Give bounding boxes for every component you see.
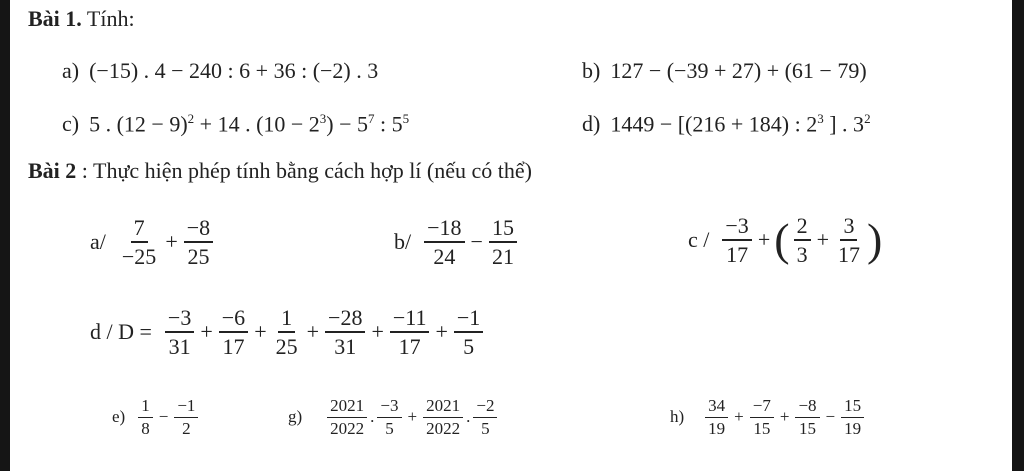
fraction bbox=[119, 216, 159, 268]
operator: + bbox=[779, 407, 790, 427]
numerator: 2021 bbox=[423, 397, 463, 418]
denominator: 19 bbox=[844, 418, 862, 438]
fraction bbox=[489, 216, 517, 268]
item-label: b/ bbox=[394, 229, 412, 255]
numerator: 2021 bbox=[327, 397, 367, 418]
expression: 127 − (−39 + 27) + (61 − 79) bbox=[610, 58, 867, 83]
denominator: 8 bbox=[141, 418, 150, 438]
expr-part: ] . 3 bbox=[823, 111, 865, 137]
operator: + bbox=[757, 227, 771, 253]
operator: + bbox=[816, 227, 829, 253]
exercise-1d bbox=[582, 112, 871, 135]
exercise-1b bbox=[582, 60, 867, 82]
fraction bbox=[835, 214, 863, 266]
fraction bbox=[165, 306, 194, 358]
operator: + bbox=[165, 229, 178, 255]
denominator: 15 bbox=[799, 418, 816, 438]
exercise-2-title bbox=[28, 160, 532, 182]
multiply-dot: . bbox=[466, 407, 471, 427]
item-label: b) bbox=[582, 58, 601, 83]
fraction bbox=[377, 397, 401, 438]
expr-part: 5 . (12 − 9) bbox=[89, 111, 188, 137]
numerator: −28 bbox=[325, 306, 365, 333]
denominator: 17 bbox=[222, 334, 245, 360]
exercise-1-instruction: Tính: bbox=[81, 6, 135, 31]
fraction bbox=[841, 397, 864, 438]
numerator: −18 bbox=[424, 216, 464, 243]
fraction bbox=[184, 216, 213, 268]
fraction bbox=[273, 306, 301, 358]
denominator: 17 bbox=[726, 242, 749, 268]
denominator: 17 bbox=[837, 242, 860, 268]
exercise-2b bbox=[394, 216, 520, 268]
operator: + bbox=[435, 319, 448, 345]
fraction bbox=[390, 306, 430, 358]
denominator: 5 bbox=[481, 418, 490, 438]
numerator: −6 bbox=[219, 306, 248, 333]
operator: + bbox=[306, 319, 320, 345]
numerator: 7 bbox=[131, 216, 148, 243]
numerator: −3 bbox=[377, 397, 401, 418]
numerator: 3 bbox=[840, 214, 857, 241]
expression: (−15) . 4 − 240 : 6 + 36 : (−2) . 3 bbox=[89, 58, 379, 83]
denominator: −25 bbox=[121, 244, 157, 270]
fraction bbox=[327, 397, 367, 438]
operator: + bbox=[200, 319, 213, 345]
fraction bbox=[424, 216, 464, 268]
numerator: 34 bbox=[705, 397, 728, 418]
fraction bbox=[138, 397, 153, 438]
item-label: d / D = bbox=[90, 319, 152, 345]
exercise-1-heading: Bài 1. bbox=[28, 6, 82, 31]
item-label: h) bbox=[670, 407, 685, 427]
fraction bbox=[325, 306, 365, 358]
left-border bbox=[0, 0, 10, 471]
expr-part: + 14 . (10 − 2 bbox=[194, 111, 320, 137]
denominator: 2022 bbox=[330, 418, 365, 438]
exercise-2d bbox=[90, 306, 486, 358]
denominator: 25 bbox=[275, 334, 298, 360]
item-label: c) bbox=[62, 111, 80, 137]
numerator: 1 bbox=[138, 397, 153, 418]
exercise-2h bbox=[670, 397, 867, 438]
numerator: −2 bbox=[473, 397, 497, 418]
item-label: d) bbox=[582, 111, 601, 137]
fraction bbox=[473, 397, 497, 438]
numerator: −3 bbox=[165, 306, 194, 333]
left-parenthesis: ( bbox=[774, 214, 790, 266]
fraction bbox=[794, 214, 811, 266]
exponent: 5 bbox=[402, 111, 410, 126]
exercise-1-title bbox=[28, 8, 135, 30]
operator: − bbox=[158, 407, 169, 427]
exponent: 2 bbox=[864, 111, 871, 126]
operator: + bbox=[734, 407, 744, 427]
fraction bbox=[423, 397, 463, 438]
exercise-2-instruction: : Thực hiện phép tính bằng cách hợp lí (nếu có thể) bbox=[76, 158, 532, 183]
exercise-2g bbox=[288, 397, 500, 438]
operator: − bbox=[825, 407, 836, 427]
numerator: −8 bbox=[795, 397, 819, 418]
denominator: 5 bbox=[385, 418, 394, 438]
operator: + bbox=[371, 319, 384, 345]
fraction bbox=[454, 306, 483, 358]
denominator: 3 bbox=[796, 242, 808, 268]
numerator: −8 bbox=[184, 216, 213, 243]
right-parenthesis: ) bbox=[866, 214, 883, 266]
numerator: −1 bbox=[454, 306, 483, 333]
operator: + bbox=[254, 319, 267, 345]
operator: − bbox=[470, 229, 483, 255]
item-label: a/ bbox=[90, 229, 106, 255]
exponent: 7 bbox=[368, 111, 375, 126]
exponent: 3 bbox=[319, 111, 327, 126]
item-label: a) bbox=[62, 58, 80, 83]
numerator: 1 bbox=[278, 306, 295, 333]
right-border bbox=[1012, 0, 1024, 471]
item-label: c / bbox=[688, 227, 710, 253]
exercise-2c bbox=[688, 214, 883, 266]
exercise-1c bbox=[62, 112, 409, 135]
exercise-2-heading: Bài 2 bbox=[28, 158, 77, 183]
numerator: 15 bbox=[841, 397, 864, 418]
denominator: 15 bbox=[753, 418, 771, 438]
fraction bbox=[174, 397, 198, 438]
numerator: 2 bbox=[794, 214, 811, 241]
expr-part: 1449 − [(216 + 184) : 2 bbox=[610, 111, 818, 137]
numerator: −7 bbox=[750, 397, 774, 418]
exercise-2a bbox=[90, 216, 216, 268]
item-label: e) bbox=[112, 407, 126, 427]
numerator: 15 bbox=[489, 216, 517, 243]
fraction bbox=[722, 214, 751, 266]
expr-part: ) − 5 bbox=[326, 111, 369, 137]
exercise-2e bbox=[112, 397, 201, 438]
numerator: −1 bbox=[174, 397, 198, 418]
fraction bbox=[750, 397, 774, 438]
denominator: 2022 bbox=[426, 418, 461, 438]
multiply-dot: . bbox=[370, 407, 375, 427]
item-label: g) bbox=[288, 407, 303, 427]
denominator: 17 bbox=[398, 334, 421, 360]
expr-part: : 5 bbox=[374, 111, 403, 137]
denominator: 31 bbox=[168, 334, 191, 360]
denominator: 19 bbox=[708, 418, 726, 438]
denominator: 2 bbox=[182, 418, 191, 438]
numerator: −3 bbox=[722, 214, 751, 241]
operator: + bbox=[407, 407, 418, 427]
exercise-1a bbox=[62, 60, 378, 82]
fraction bbox=[219, 306, 248, 358]
exponent: 3 bbox=[817, 111, 824, 126]
denominator: 24 bbox=[433, 244, 456, 270]
denominator: 21 bbox=[491, 244, 514, 270]
denominator: 5 bbox=[463, 334, 475, 360]
fraction bbox=[795, 397, 819, 438]
fraction bbox=[705, 397, 728, 438]
exponent: 2 bbox=[187, 111, 195, 126]
denominator: 25 bbox=[187, 244, 210, 270]
numerator: −11 bbox=[390, 306, 430, 333]
denominator: 31 bbox=[334, 334, 357, 360]
